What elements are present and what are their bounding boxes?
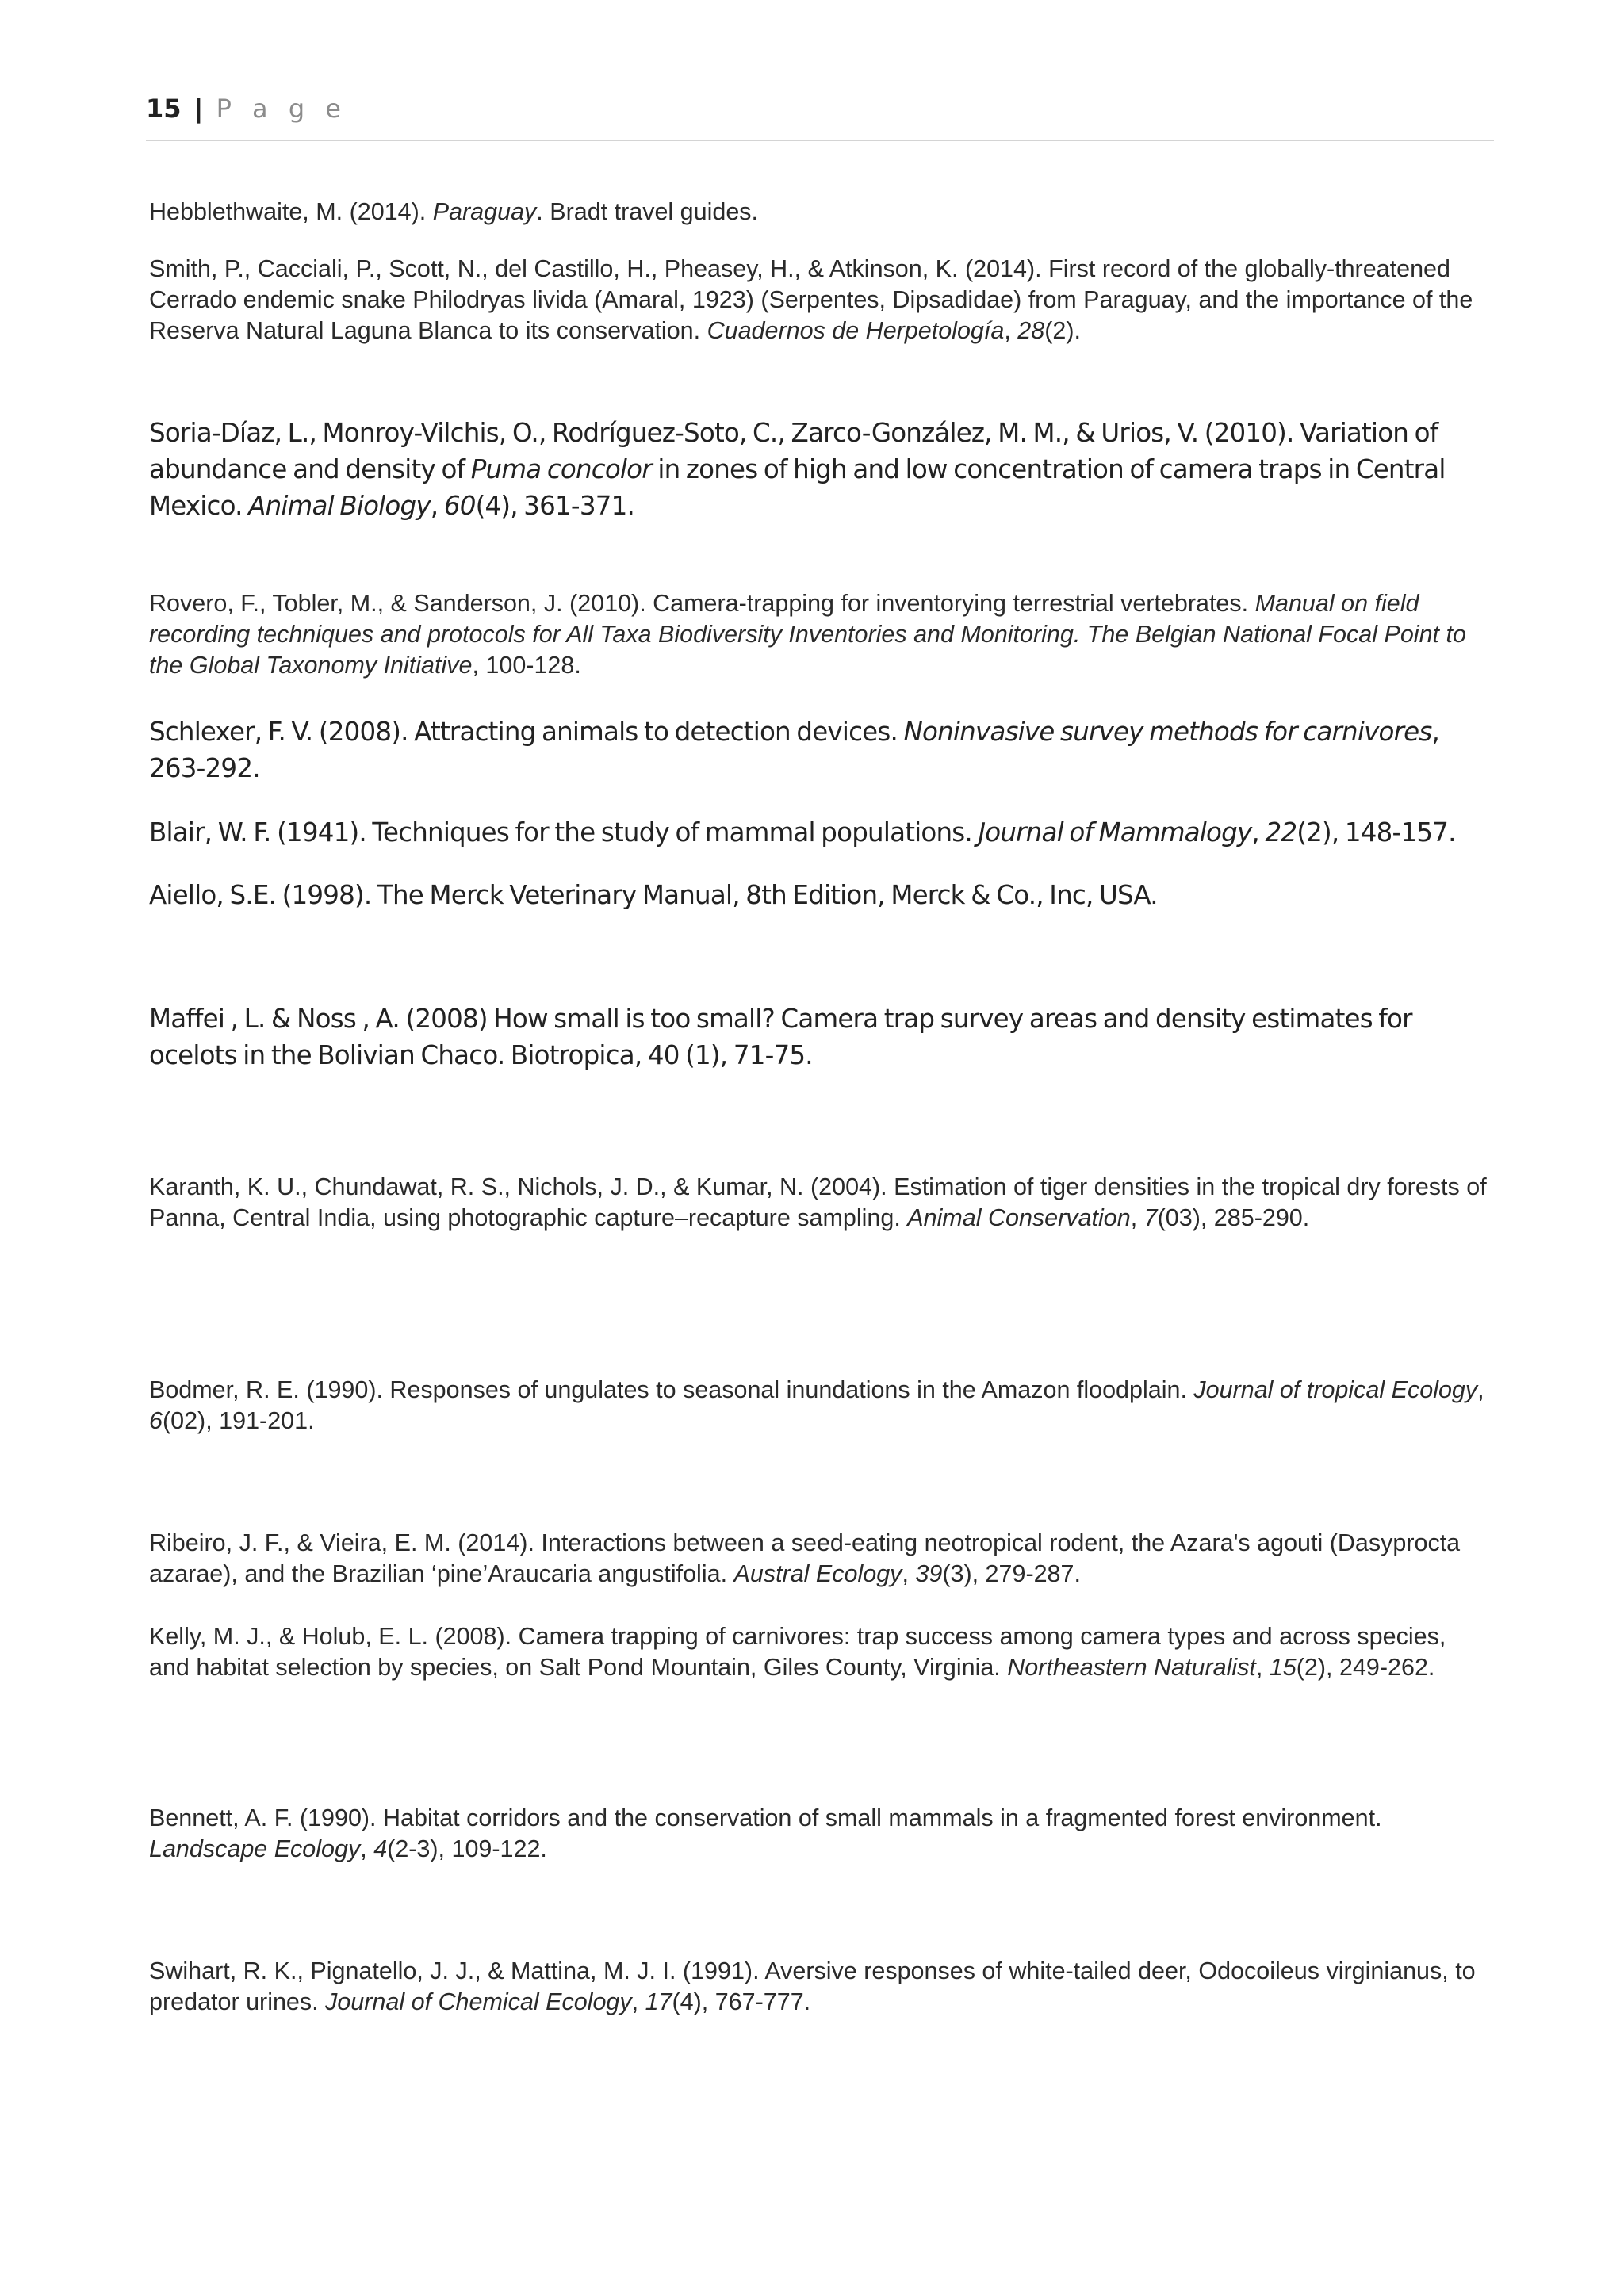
- reference-text: Rovero, F., Tobler, M., & Sanderson, J. (2010). Camera-trapping for inventorying terrestrial vertebrates.: [149, 590, 1255, 617]
- reference-text: (4), 767-777.: [672, 1988, 811, 2015]
- reference-text: (03), 285-290.: [1157, 1204, 1310, 1231]
- reference-text: . Bradt travel guides.: [536, 198, 759, 225]
- reference-text: Kelly, M. J., & Holub, E. L. (2008). Camera trapping of carnivores: trap success among camera types and across species, and habitat selection by species, on Salt Pond Mountain, Giles County, Virginia.: [149, 1623, 1446, 1681]
- reference-entry: [149, 1956, 1489, 2018]
- reference-entry: [149, 1528, 1489, 1590]
- reference-italic-text: Journal of Chemical Ecology: [325, 1988, 632, 2015]
- reference-entry: [149, 1621, 1489, 1683]
- reference-text: Soria-Díaz, L., Monroy-Vilchis, O., Rodríguez-Soto, C., Zarco-González, M. M., & Urios, V. (2010). Variation of abundance and density of: [149, 418, 1438, 484]
- page-number: 15: [146, 94, 182, 124]
- reference-text: ,: [430, 491, 444, 521]
- reference-text: Bennett, A. F. (1990). Habitat corridors and the conservation of small mammals in a fragmented forest environment.: [149, 1804, 1382, 1831]
- reference-italic-text: Animal Conservation: [907, 1204, 1131, 1231]
- reference-italic-text: 7: [1143, 1204, 1158, 1231]
- reference-entry: [149, 197, 1489, 228]
- reference-text: ,: [1251, 817, 1266, 848]
- reference-italic-text: Manual on field recording techniques and protocols for All Taxa Biodiversity Inventories and Monitoring. The Belgian National Focal Point to the Global Taxonomy Initiative: [149, 590, 1466, 679]
- reference-italic-text: 60: [443, 491, 476, 521]
- reference-italic-text: Puma concolor: [470, 454, 652, 484]
- reference-text: Karanth, K. U., Chundawat, R. S., Nichols, J. D., & Kumar, N. (2004). Estimation of tiger densities in the tropical dry forests of Panna, Central India, using photographic capture–recapture sampling.: [149, 1173, 1487, 1231]
- reference-italic-text: 39: [915, 1560, 943, 1587]
- reference-entry: [149, 254, 1489, 346]
- reference-text: Schlexer, F. V. (2008). Attracting animals to detection devices.: [149, 717, 904, 747]
- reference-italic-text: 15: [1269, 1654, 1297, 1681]
- page-header: [146, 94, 1494, 141]
- reference-italic-text: Noninvasive survey methods for carnivores: [903, 717, 1432, 747]
- reference-entry: [149, 1172, 1489, 1234]
- reference-entry: [149, 588, 1489, 681]
- reference-text: Blair, W. F. (1941). Techniques for the study of mammal populations.: [149, 817, 979, 848]
- reference-text: Smith, P., Cacciali, P., Scott, N., del Castillo, H., Pheasey, H., & Atkinson, K. (2014). First record of the globally-threatened Cerrado endemic snake Philodryas livida (Amaral, 1923) (Serpentes, Dipsadidae) from Paraguay, and the importance of the Reserva Natural Laguna Blanca to its conservation.: [149, 255, 1473, 344]
- reference-text: ,: [631, 1988, 645, 2015]
- reference-text: ,: [1004, 317, 1018, 344]
- reference-italic-text: 28: [1017, 317, 1045, 344]
- reference-entry: [149, 814, 1489, 851]
- reference-italic-text: 4: [373, 1835, 388, 1862]
- reference-entry: [149, 1001, 1489, 1073]
- reference-text: in zones of high and low concentration of camera traps in Central Mexico.: [149, 454, 1446, 521]
- page-separator: |: [193, 94, 204, 124]
- reference-entry: [149, 415, 1489, 524]
- reference-text: Ribeiro, J. F., & Vieira, E. M. (2014). Interactions between a seed-eating neotropical rodent, the Azara's agouti (Dasyprocta azarae), and the Brazilian ‘pine’Araucaria angustifolia.: [149, 1529, 1461, 1587]
- reference-italic-text: Cuadernos de Herpetología: [707, 317, 1005, 344]
- reference-entry: [149, 1375, 1489, 1437]
- reference-text: (2-3), 109-122.: [387, 1835, 547, 1862]
- reference-text: ,: [1477, 1376, 1484, 1403]
- reference-text: Maffei , L. & Noss , A. (2008) How small is too small? Camera trap survey areas and density estimates for ocelots in the Bolivian Chaco. Biotropica, 40 (1), 71-75.: [149, 1004, 1412, 1070]
- reference-text: Swihart, R. K., Pignatello, J. J., & Mattina, M. J. I. (1991). Aversive responses of white-tailed deer, Odocoileus virginianus, to predator urines.: [149, 1957, 1476, 2015]
- reference-text: (2).: [1044, 317, 1081, 344]
- reference-italic-text: Northeastern Naturalist: [1007, 1654, 1256, 1681]
- reference-text: (4), 361-371.: [475, 491, 635, 521]
- reference-text: Bodmer, R. E. (1990). Responses of ungulates to seasonal inundations in the Amazon floodplain.: [149, 1376, 1194, 1403]
- reference-italic-text: 6: [149, 1407, 163, 1434]
- reference-text: Aiello, S.E. (1998). The Merck Veterinary Manual, 8th Edition, Merck & Co., Inc, USA.: [149, 880, 1158, 910]
- reference-italic-text: Journal of tropical Ecology: [1193, 1376, 1478, 1403]
- reference-text: ,: [902, 1560, 916, 1587]
- reference-text: (3), 279-287.: [942, 1560, 1081, 1587]
- reference-italic-text: Animal Biology: [248, 491, 431, 521]
- reference-text: ,: [1255, 1654, 1270, 1681]
- reference-italic-text: Landscape Ecology: [149, 1835, 361, 1862]
- reference-italic-text: 22: [1265, 817, 1297, 848]
- reference-text: (2), 249-262.: [1296, 1654, 1435, 1681]
- reference-italic-text: Journal of Mammalogy: [978, 817, 1252, 848]
- reference-entry: [149, 714, 1489, 786]
- reference-text: , 100-128.: [472, 652, 581, 679]
- reference-text: (02), 191-201.: [162, 1407, 315, 1434]
- page-label: P a g e: [216, 94, 347, 124]
- reference-text: , 263-292.: [149, 717, 1440, 783]
- reference-text: Hebblethwaite, M. (2014).: [149, 198, 433, 225]
- reference-italic-text: 17: [645, 1988, 672, 2015]
- reference-italic-text: Paraguay: [432, 198, 537, 225]
- reference-entry: [149, 1803, 1489, 1865]
- reference-text: (2), 148-157.: [1297, 817, 1456, 848]
- reference-text: ,: [1130, 1204, 1144, 1231]
- reference-text: ,: [360, 1835, 374, 1862]
- reference-entry: [149, 877, 1489, 913]
- reference-italic-text: Austral Ecology: [733, 1560, 902, 1587]
